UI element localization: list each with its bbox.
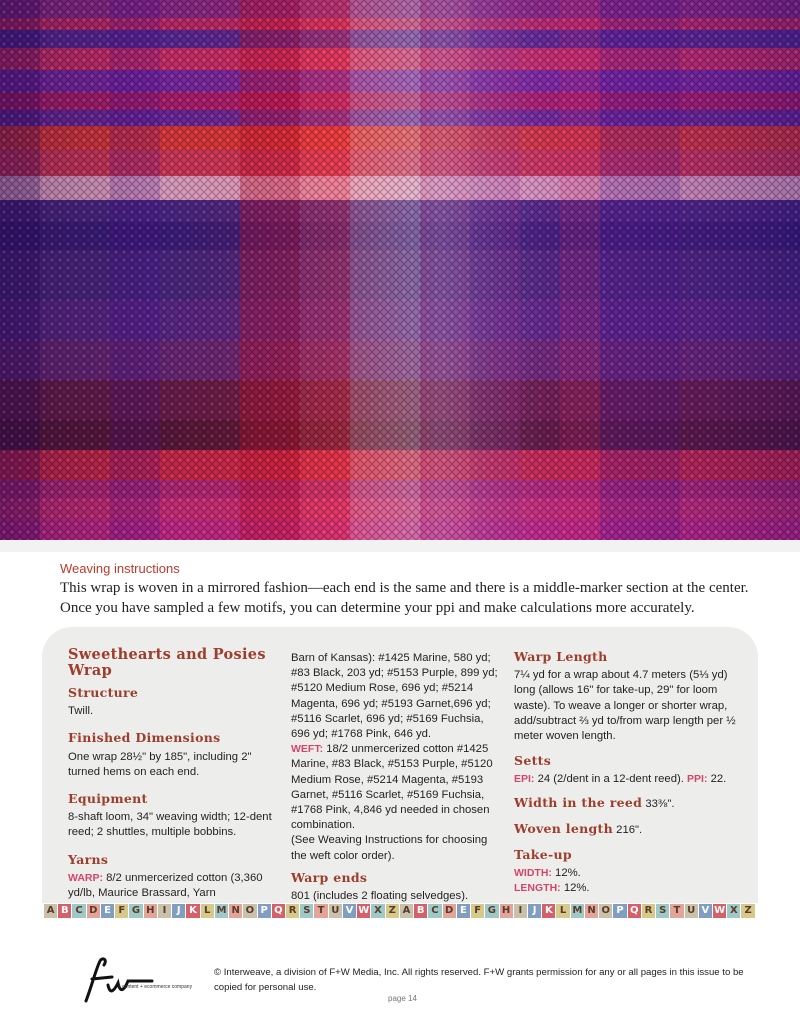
alphabet-letter: X — [371, 904, 385, 918]
alphabet-letter: H — [144, 904, 158, 918]
alphabet-letter: B — [58, 904, 72, 918]
alphabet-letter: A — [44, 904, 58, 918]
width-in-reed-row — [514, 795, 746, 812]
take-up-length — [514, 881, 746, 896]
alphabet-letter: P — [258, 904, 272, 918]
alphabet-letter: K — [542, 904, 556, 918]
warp-length-heading: Warp Length — [514, 649, 608, 664]
alphabet-letter: V — [343, 904, 357, 918]
logo-tagline: a content + ecommerce company — [118, 984, 193, 990]
alphabet-letter: C — [428, 904, 442, 918]
alphabet-letter: K — [186, 904, 200, 918]
take-up-length-label: LENGTH: — [514, 882, 561, 895]
width-in-reed-text: 33⅜". — [645, 797, 675, 810]
alphabet-letter: E — [101, 904, 115, 918]
intro-body: This wrap is woven in a mirrored fashion—each end is the same and there is a middle-marker section at the center. Once you have sampled a few motifs, you can determine your ppi and make calculations more accurately. — [60, 580, 749, 616]
yarns-warp-part2: Barn of Kansas): #1425 Marine, 580 yd; #83 Black, 203 yd; #5153 Purple, 899 yd; #5120 Medium Rose, 696 yd; #5214 Magenta, 696 yd; #5193 Garnet,696 yd; #5116 Scarlet, 696 yd; #5169 Fuchsia, 696 yd; #1768 Pink, 646 yd. — [291, 652, 498, 741]
woven-length-text: 216". — [616, 823, 643, 836]
alphabet-letter: U — [329, 904, 343, 918]
alphabet-letter: A — [400, 904, 414, 918]
alphabet-letter: R — [286, 904, 300, 918]
alphabet-letter: L — [556, 904, 570, 918]
alphabet-letter: D — [87, 904, 101, 918]
alphabet-letter: E — [457, 904, 471, 918]
copyright-notice: © Interweave, a division of F+W Media, Inc. All rights reserved. F+W grants permission for any or all pages in this issue to be copied for personal use. — [214, 967, 744, 993]
alphabet-letter: G — [129, 904, 143, 918]
alphabet-letter: I — [514, 904, 528, 918]
equipment-heading: Equipment — [68, 791, 148, 807]
finished-dimensions-heading: Finished Dimensions — [68, 730, 221, 746]
ppi-label: PPI: — [687, 773, 708, 786]
panel-column-2 — [291, 651, 503, 904]
alphabet-strip — [44, 904, 756, 918]
alphabet-letter: F — [115, 904, 129, 918]
alphabet-letter: T — [670, 904, 684, 918]
alphabet-letter: C — [72, 904, 86, 918]
take-up-width-text: 12%. — [555, 867, 581, 880]
structure-text: Twill. — [68, 705, 94, 718]
alphabet-letter: D — [443, 904, 457, 918]
warp-ends-text: 801 (includes 2 floating selvedges). — [291, 890, 469, 903]
alphabet-letter: M — [215, 904, 229, 918]
yarns-warp-part1 — [68, 871, 273, 901]
epi-text: 24 (2/dent in a 12-dent reed). — [537, 773, 684, 786]
project-title: Sweethearts and Posies Wrap — [68, 646, 266, 679]
yarns-weft — [291, 742, 503, 833]
alphabet-letter: N — [229, 904, 243, 918]
alphabet-letter: O — [243, 904, 257, 918]
alphabet-letter: L — [201, 904, 215, 918]
warp-text-a: 8/2 unmercerized cotton (3,360 yd/lb, Maurice Brassard, Yarn — [68, 871, 263, 900]
alphabet-letter: H — [500, 904, 514, 918]
take-up-width — [514, 866, 746, 881]
warp-length-text: 7¼ yd for a wrap about 4.7 meters (5⅓ yd) long (allows 16" for take-up, 29" for loom waste). To weave a longer or shorter wrap, add/subtract ⅔ yd to/from warp length per ½ meter woven length. — [514, 669, 736, 743]
yarns-heading: Yarns — [68, 851, 109, 867]
panel-column-3 — [514, 647, 746, 897]
take-up-heading: Take-up — [514, 847, 572, 863]
alphabet-letter: Q — [628, 904, 642, 918]
alphabet-letter: R — [642, 904, 656, 918]
intro-heading: Weaving instructions — [60, 561, 180, 576]
page-number: page 14 — [388, 994, 417, 1003]
alphabet-letter: T — [314, 904, 328, 918]
woven-length-row — [514, 821, 746, 838]
structure-heading: Structure — [68, 685, 139, 700]
alphabet-letter: I — [158, 904, 172, 918]
alphabet-letter: N — [585, 904, 599, 918]
alphabet-letter: Z — [741, 904, 755, 918]
woven-length-heading: Woven length — [514, 820, 614, 836]
alphabet-letter: J — [172, 904, 186, 918]
alphabet-letter: F — [471, 904, 485, 918]
equipment-text: 8-shaft loom, 34" weaving width; 12-dent reed; 2 shuttles, multiple bobbins. — [68, 811, 272, 839]
alphabet-letter: V — [699, 904, 713, 918]
alphabet-letter: W — [713, 904, 727, 918]
ppi-text: 22. — [710, 773, 727, 786]
alphabet-letter: S — [656, 904, 670, 918]
alphabet-letter: S — [300, 904, 314, 918]
alphabet-letter: P — [613, 904, 627, 918]
alphabet-letter: X — [727, 904, 741, 918]
alphabet-letter: O — [599, 904, 613, 918]
width-in-reed-heading: Width in the reed — [514, 794, 643, 810]
alphabet-letter: Q — [272, 904, 286, 918]
weaving-instructions-intro — [60, 561, 760, 618]
take-up-length-text: 12%. — [563, 882, 590, 895]
alphabet-letter: Z — [386, 904, 400, 918]
warp-ends-heading: Warp ends — [291, 869, 368, 885]
weft-text: 18/2 unmercerized cotton #1425 Marine, #83 Black, #5153 Purple, #5120 Medium Rose, #5214 Magenta, #5193 Garnet, #5116 Scarlet, #5169 Fuchsia, #1768 Pink, 4,846 yd needed in chosen combination. — [291, 743, 493, 832]
project-info-panel — [42, 627, 758, 903]
finished-dimensions-text: One wrap 28½" by 185", including 2" turned hems on each end. — [68, 750, 252, 778]
alphabet-letter: W — [357, 904, 371, 918]
warp-label: WARP: — [68, 871, 103, 884]
yarns-note: (See Weaving Instructions for choosing the weft color order). — [291, 834, 488, 862]
fw-logo-icon — [78, 955, 198, 1005]
epi-label: EPI: — [514, 773, 535, 786]
alphabet-letter: G — [485, 904, 499, 918]
alphabet-letter: M — [571, 904, 585, 918]
alphabet-letter: B — [414, 904, 428, 918]
take-up-width-label: WIDTH: — [514, 867, 552, 880]
weft-label: WEFT: — [291, 743, 324, 756]
setts-text — [514, 772, 746, 787]
setts-heading: Setts — [514, 753, 552, 769]
alphabet-letter: U — [685, 904, 699, 918]
panel-column-1 — [68, 647, 273, 901]
alphabet-letter: J — [528, 904, 542, 918]
